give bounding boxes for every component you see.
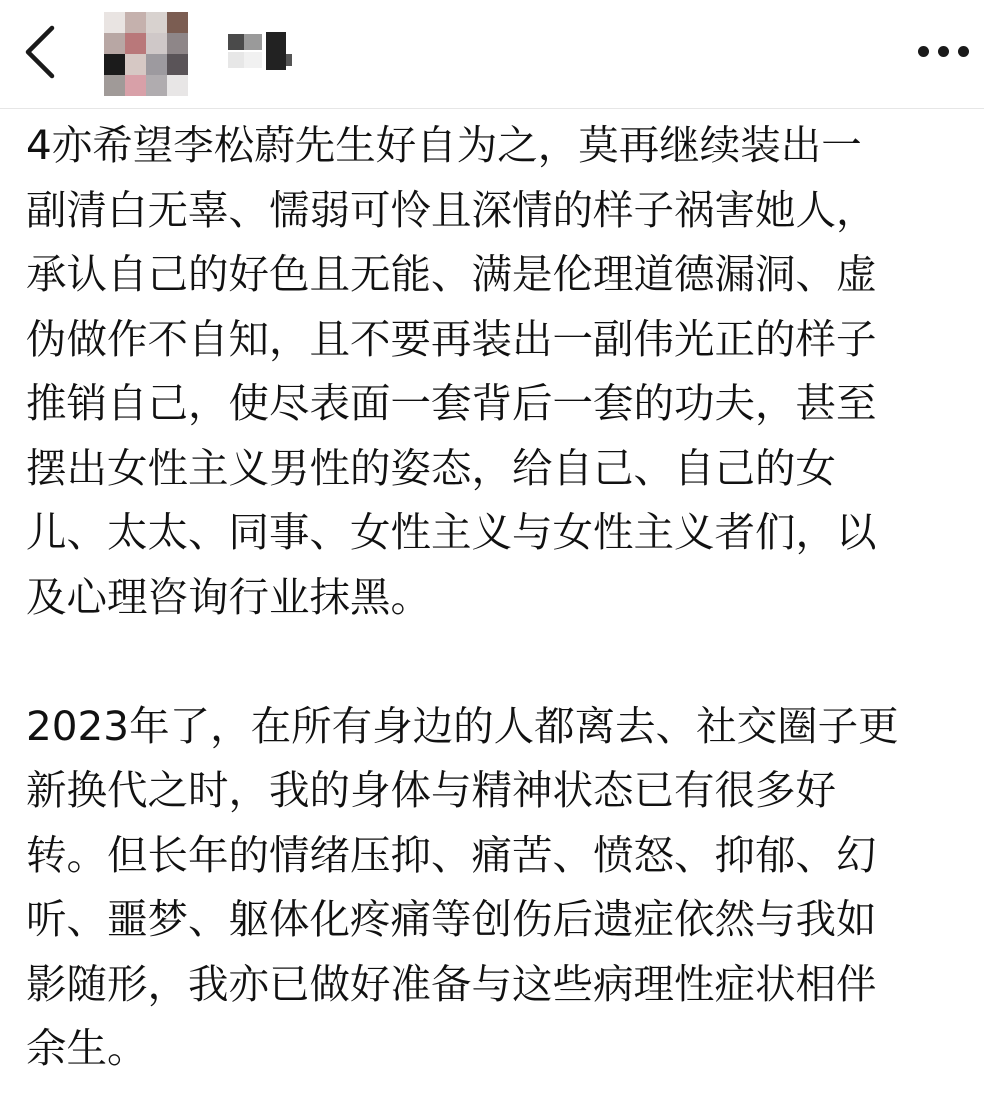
user-name-blurred[interactable] [222,26,312,76]
post-paragraph-1: 4亦希望李松蔚先生好自为之，莫再继续装出一 副清白无辜、懦弱可怜且深情的样子祸害她人， 承认自己的好色且无能、满是伦理道德漏洞、虚 伪做作不自知，且不要再装出一副伟光正的样子 推销自己，使尽表面一套背后一套的功夫，甚至 摆出女性主义男性的姿态，给自己、自己的女 儿、太太、同事、女性主义与女性主义者们，以 及心理咨询行业抹黑。 [26,121,877,621]
avatar-pixel [146,54,167,75]
avatar-pixel [167,75,188,96]
avatar-pixel [125,75,146,96]
avatar-pixel [125,12,146,33]
post-paragraph-2: 2023年了，在所有身边的人都离去、社交圈子更 新换代之时，我的身体与精神状态已有很多好 转。但长年的情绪压抑、痛苦、愤怒、抑郁、幻 听、噩梦、躯体化疼痛等创伤后遗症依然与我如 影随形，我亦已做好准备与这些病理性症状相伴 余生。 [26,701,899,1072]
avatar-pixel [167,54,188,75]
top-navigation-bar [0,0,984,109]
post-body [26,113,966,1081]
avatar-pixel [125,33,146,54]
avatar[interactable] [104,12,188,96]
avatar-pixel [104,54,125,75]
chevron-left-icon [14,18,70,86]
avatar-pixel [104,33,125,54]
avatar-pixel [146,75,167,96]
avatar-pixel [104,12,125,33]
avatar-pixel [167,12,188,33]
avatar-pixel [167,33,188,54]
avatar-pixel [146,33,167,54]
avatar-pixel [146,12,167,33]
avatar-pixel [125,54,146,75]
avatar-pixel [104,75,125,96]
paragraph-spacer [26,629,966,694]
more-options-button[interactable] [914,30,974,74]
back-button[interactable] [14,18,70,86]
